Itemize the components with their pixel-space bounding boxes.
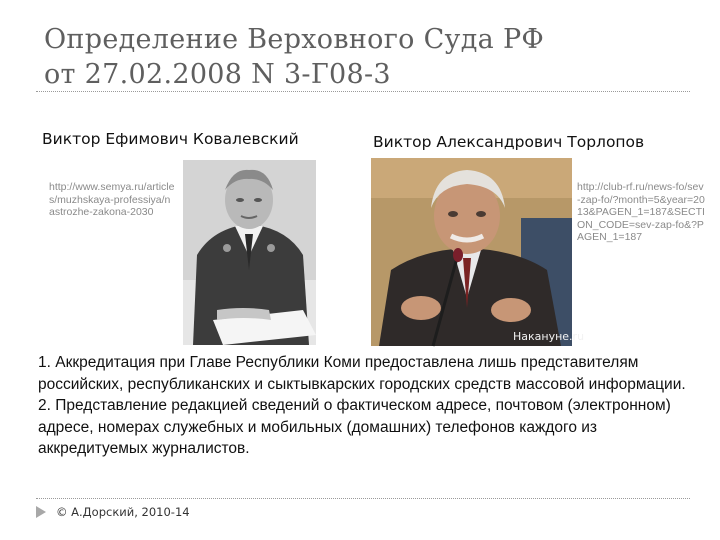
- photo-source-link-right[interactable]: http://club-rf.ru/news-fo/sev-zap-fo/?month=5&year=2013&PAGEN_1=187&SECTION_CODE=sev-zap-fo&?PAGEN_1=187: [577, 181, 705, 243]
- portrait-photo-right: [371, 158, 585, 346]
- triangle-arrow-icon: [36, 506, 46, 518]
- title-divider: [36, 91, 690, 92]
- portrait-photo-left: [183, 160, 316, 345]
- slide-title: [44, 22, 694, 92]
- person-name-right: Виктор Александрович Торлопов: [373, 133, 645, 151]
- person-name-left: Виктор Ефимович Ковалевский: [42, 130, 299, 148]
- title-line-2: от 27.02.2008 N 3-Г08-3: [44, 59, 391, 90]
- ruling-paragraph-1: 1. Аккредитация при Главе Республики Коми предоставлена лишь представителям российских, республиканских и сыктывкарских городских средств массовой информации.: [38, 354, 686, 393]
- title-line-1: Определение Верховного Суда РФ: [44, 24, 545, 55]
- footer: [36, 505, 190, 519]
- footer-divider: [36, 498, 690, 499]
- photo-source-link-left[interactable]: http://www.semya.ru/articles/muzhskaya-professiya/nastrozhe-zakona-2030: [49, 181, 175, 218]
- ruling-text: [38, 352, 698, 460]
- ruling-paragraph-2: 2. Представление редакцией сведений о фактическом адресе, почтовом (электронном) адресе, номерах служебных и мобильных (домашних) телефонов каждого из аккредитуемых журналистов.: [38, 397, 671, 457]
- photo-watermark: Накануне.ru: [513, 330, 585, 343]
- copyright-text: © А.Дорский, 2010-14: [56, 505, 190, 519]
